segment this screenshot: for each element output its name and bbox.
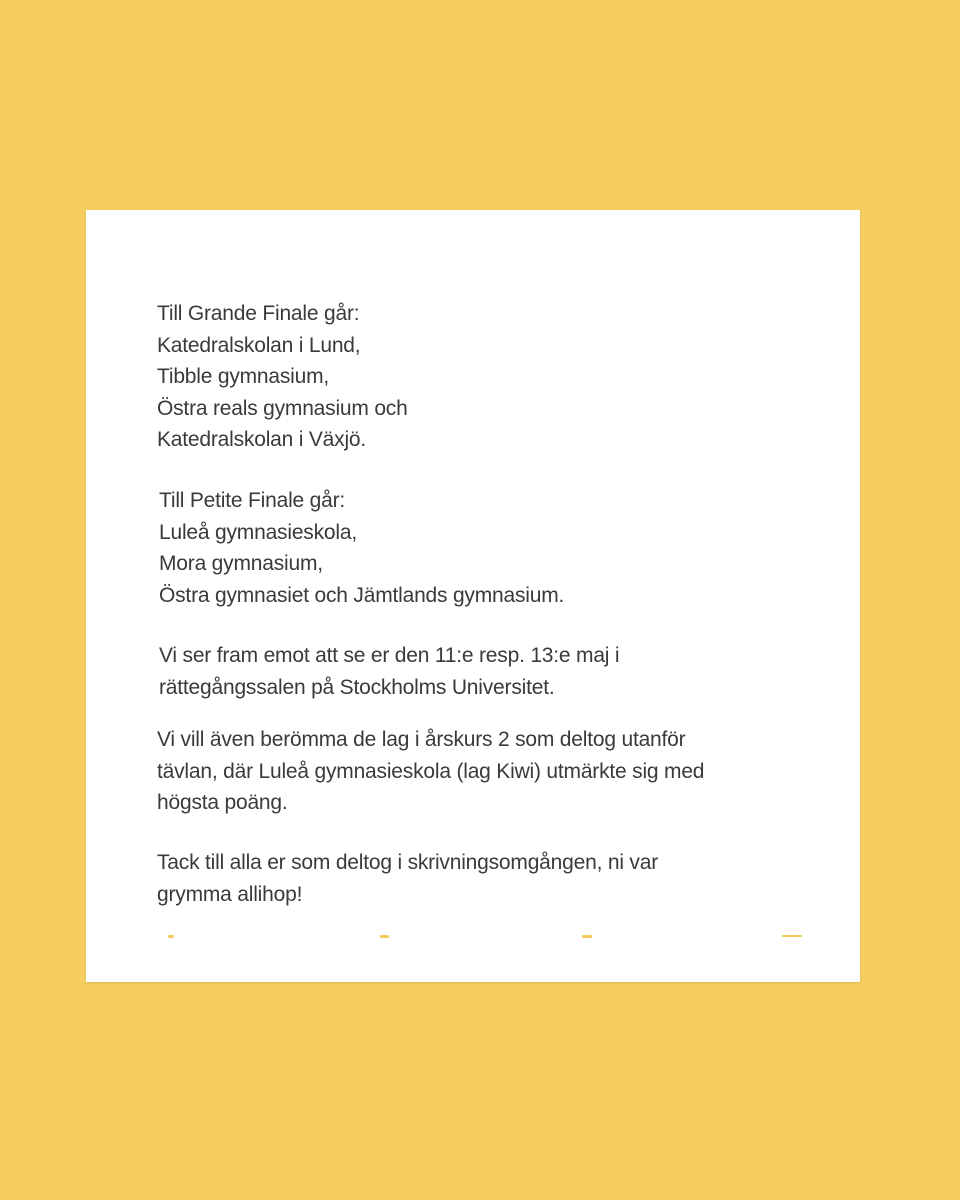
venue-paragraph [159,640,619,703]
grande-finale-team: Katedralskolan i Växjö. [157,428,367,451]
venue-line: Vi ser fram emot att se er den 11:e resp. 13:e maj i [159,644,620,667]
praise-line: högsta poäng. [157,791,288,814]
decorative-dot [168,935,174,938]
grande-finale-heading: Till Grande Finale går: [157,302,360,325]
decorative-dot-row [86,932,860,942]
decorative-dot [782,935,802,937]
thanks-line: grymma allihop! [157,882,303,906]
grande-finale-section [157,298,408,456]
petite-finale-section [159,485,564,611]
petite-finale-heading: Till Petite Finale går: [159,489,346,512]
praise-line: tävlan, där Luleå gymnasieskola (lag Kiwi) utmärkte sig med [157,759,705,783]
grande-finale-team: Katedralskolan i Lund, [157,333,361,357]
petite-finale-team: Mora gymnasium, [159,552,323,575]
notice-card [86,210,860,982]
praise-paragraph [157,724,704,819]
petite-finale-team: Luleå gymnasieskola, [159,520,357,544]
petite-finale-team: Östra gymnasiet och Jämtlands gymnasium. [159,583,565,607]
decorative-dot [582,935,592,938]
venue-line: rättegångssalen på Stockholms Universitet. [159,675,555,699]
decorative-dot [380,935,389,938]
praise-line: Vi vill även berömma de lag i årskurs 2 som deltog utanför [157,728,686,751]
thanks-paragraph [157,847,658,910]
grande-finale-team: Tibble gymnasium, [157,365,330,388]
grande-finale-team: Östra reals gymnasium och [157,396,408,420]
thanks-line: Tack till alla er som deltog i skrivningsomgången, ni var [157,851,658,874]
